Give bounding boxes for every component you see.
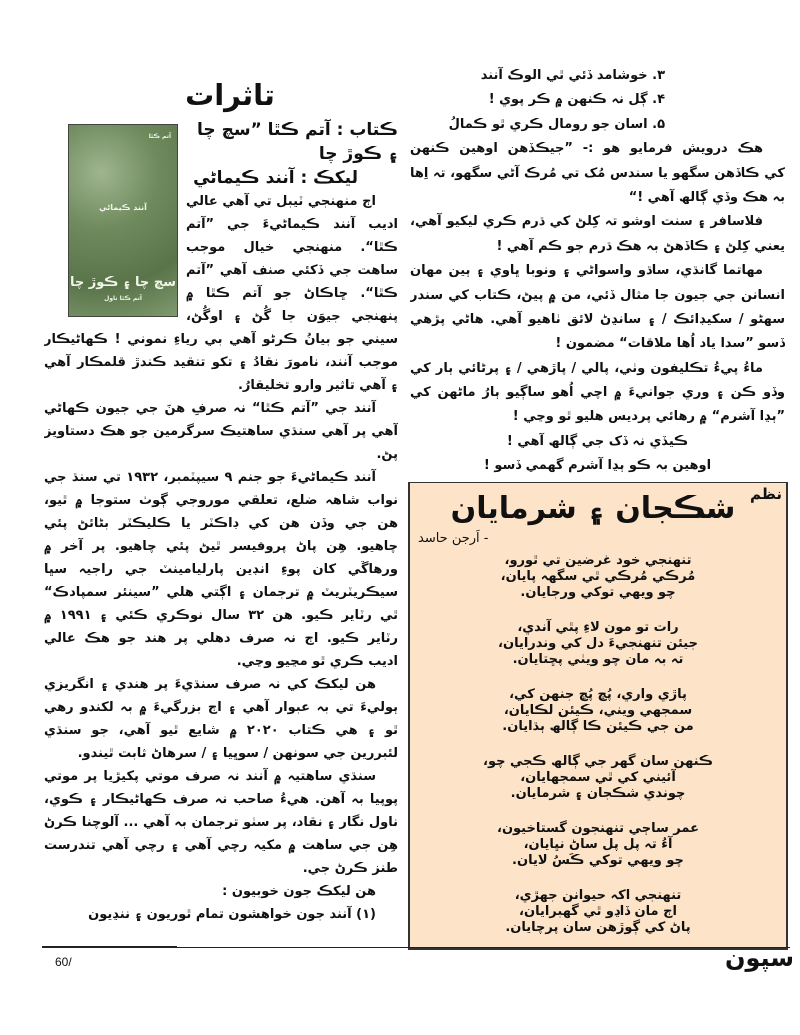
text-line: اڄ منهنجي ٽيبل تي آهي عالي <box>186 194 376 209</box>
poem-stanzas <box>420 553 776 955</box>
text-line: (۱) آنند جون خواهشون تمام ٿوريون ۽ ننڍيون <box>88 907 376 922</box>
magazine-name: سپون <box>725 944 794 972</box>
poem-label: نظم <box>749 485 782 503</box>
text-line: هن ليکڪ جون خوبيون : <box>222 884 376 899</box>
text-line: ڏسو ”سدا ياد اُها ملاقات“ مضمون ! <box>555 336 785 352</box>
text-line: سهڻو / سکيڊائڪ / ۽ سانڍڻ لائق ٺاهيو آهي. هاڻي پڙهي <box>410 311 785 327</box>
text-line: بہ هڪ وڏي ڳالھ آهي !“ <box>628 189 785 205</box>
book-cover-image <box>68 124 178 317</box>
cover-title: سچ چا ۽ ڪوڙ چا <box>70 275 176 290</box>
text-line: آنند جي ”آتم ڪٿا“ نہ صرفِ هنَ جي جيون ڪهاڻي <box>44 401 376 416</box>
text-line: لئبررين جي سونهن / سوڀيا ۽ / سرهاڻ ثابت ٿيندو. <box>77 746 398 761</box>
text-line: ڪٿا“. ڇاڪاڻ جو آتم ڪٿا ۾ <box>186 286 398 301</box>
poem-line: پاڙي واري، پُڇ پُڇ جنهن کي، <box>509 687 687 702</box>
poem-stanza <box>420 888 776 936</box>
poem-line: اڄ مان ڏاڍو ٿي گهبرايان، <box>519 904 677 919</box>
text-line: هڪ درويش فرمايو هو :- ”جيڪڏهن اوهين ڪنهن <box>410 141 763 157</box>
text-line: هن ليکڪ کي نہ صرف سنڌيءَ پر هندي ۽ انگريزي <box>44 677 376 692</box>
numbered-item: ۴. ڳل نہ ڪنهن ۾ ڪر پوي ! <box>488 92 665 108</box>
cover-top-text: آتم ڪٿا <box>148 133 171 140</box>
text-line: موجب آنند، نامورَ نقادُ ۽ تکو تنقيد ڪندڙ قلمڪار آهي <box>44 355 398 370</box>
poem-stanza <box>420 687 776 735</box>
poem-line: من جي ڪيئن ڪا ڳالھ ٻڌايان. <box>502 719 694 734</box>
poem-line: تہ بہ مان چو ويٺي پڇتايان. <box>512 652 684 667</box>
text-line: سنڌي ساهتيہ ۾ آنند نہ صرف موتي پکيڙيا پر موتي <box>44 769 376 784</box>
text-line: هِن جي ساهت ۾ مکيہ رچي آهي ۽ رچي آهي تندرست <box>44 838 398 853</box>
poem-line: جيئن تنهنجيءَ دل کي وندرايان، <box>498 636 698 651</box>
text-line: ”ٻڍا آشرم“ ۾ رهائي پرديس هليو ٿو وڃي ! <box>512 409 785 425</box>
text-line: پنهنجي جيوَن جا گُڻ ۽ اوگُڻ، <box>186 309 398 324</box>
poem-line: ڪنهن سان گهر جي ڳالھ ڪجي چو، <box>483 754 713 769</box>
numbered-item: ۵. اسان جو رومال ڪري ٿو ڪمالُ <box>448 116 665 132</box>
book-info-line: ليکڪ : آنند ڪيماڻي <box>193 168 358 188</box>
text-line: سيني جو بيانُ ڪرڻو آهي بي رياءِ نموني ! ڪهاڻيڪار <box>44 332 398 347</box>
text-line: ساهت جي ڏکئي صنف آهي ”آتم <box>186 263 398 278</box>
book-info-line: ۽ ڪوڙ چا <box>318 144 398 164</box>
poem-line: آءُ تہ پل پل ساڻ نڀايان، <box>523 837 673 852</box>
text-line: وڏو ڪن ۽ وري جوانيءَ ۾ اچي اُهو ساڳيو ٻارُ ماڻهن کي <box>410 385 785 401</box>
text-line: آنند ڪيماڻيءَ جو جنم ۹ سيپٽمبر، ۱۹۳۲ تي سنڌ جي <box>44 470 376 485</box>
text-line: ٿو ۽ هي ڪتاب ۲۰۲۰ ۾ شايع ٿيو آهي، جو سنڌي <box>44 723 398 738</box>
text-line: انسانن جي جيون جا مثال ڏئي، من ۾ پيڻ، ڪتاب کي سندر <box>410 287 785 303</box>
poem-line: تنهنجي خود غرضين تي ٿورو، <box>504 553 692 568</box>
text-line: يعني کِلڻ ۽ ڪاڏهڻ بہ هڪ ڌرم جو ڪم آهي ! <box>496 238 785 254</box>
text-line: کي ڪاڏهن سگهو يا سندس مُک تي مُرڪ آڻي سگهو، تہ اِها <box>410 165 785 181</box>
poem-box <box>408 482 788 950</box>
text-line: رٽاير ڪيو. اڄ نہ صرف دهلي پر هند جو هڪ عالي <box>44 631 398 646</box>
poem-line: سمجهي ويني، ڪيئن لڪايان، <box>503 703 693 718</box>
article-left-column <box>44 118 398 926</box>
poem-line: چوندي شڪجان ۽ شرمايان. <box>510 786 686 801</box>
article-continued-column <box>410 64 785 479</box>
text-line: چاهيو. هِن پاڻ پروفيسر ٿيڻ پئي چاهيو. پر آخر ۾ <box>44 539 398 554</box>
text-line: آهي پر آهي سنڌي ساهتيڪ سرگرمين جو هڪ دستاويز <box>44 424 398 439</box>
text-line: اديب ڪري ٿو مڃيو وڃي. <box>236 654 398 669</box>
cover-subtitle: آتم ڪٿا ناول <box>104 295 142 302</box>
text-line: ناول نگار ۽ نقاد، پر سٺو ترجمان بہ آهي ... آلوچنا ڪرڻ <box>44 815 398 830</box>
poem-stanza <box>420 620 776 668</box>
text-line: فلاسافر ۽ سنت اوشو تہ کِلڻ کي ڌرم ڪري ليکيو آهي، <box>410 214 763 230</box>
footer-divider-accent <box>42 946 177 948</box>
text-line: پوپيا بہ آهن. هيءُ صاحب نہ صرف ڪهاڻيڪار ۽ ڪوي، <box>44 792 398 807</box>
poem-line: آئيني کي ٿي سمجهايان، <box>520 770 676 785</box>
text-line: ورهاڱي کان پوءِ انڊين پارليامينٽ جي راجيہ سڀا <box>44 562 398 577</box>
book-info-line: ڪتاب : آتم ڪٿا ”سچ چا <box>197 120 398 140</box>
text-line: هن جي وڏن هن کي ڊاڪٽر يا ڪليڪٽر بڻائڻ پئي <box>44 516 398 531</box>
text-line: طنز ڪرڻ جي. <box>302 861 398 876</box>
text-line: پڻ. <box>376 447 398 462</box>
poem-line: چو ويهي توکي ورجايان. <box>520 585 676 600</box>
text-line: ڪٿا“. منهنجي خيال موجب <box>186 240 398 255</box>
poem-stanza <box>420 754 776 802</box>
poem-line: رات تو مون لاءِ پٿي آندي، <box>517 620 679 635</box>
text-line: ماءُ پيءُ تڪليفون وٺي، پالي / پاڙهي / ۽ پرڻائي ٻار کي <box>410 360 763 376</box>
cover-author: آنند ڪيماڻي <box>99 203 147 212</box>
text-line: ۽ آهي تاثير وارو تخليقارُ. <box>237 378 398 393</box>
poem-author: - اَرجن حاسد <box>418 531 489 546</box>
poem-line: عمر ساڄي تنهنجون گستاخيون، <box>497 821 699 836</box>
poem-line: مُرڪي مُرڪي ٿي سگهہ پايان، <box>500 569 696 584</box>
text-line: اديب آنند ڪيماڻيءَ جي ”آتم <box>186 217 398 232</box>
text-line: ٿي رٽاير ڪيو. هن ۳۲ سال نوڪري ڪئي ۽ ۱۹۹۱ ۾ <box>44 608 398 623</box>
text-line: نواب شاهہ ضلع، تعلقي موروجي ڳوٺ ستوجا ۾ ٿيو، <box>44 493 398 508</box>
page-number: 60/ <box>55 955 72 969</box>
text-line: ٻوليءَ تي بہ عبوار آهي ۽ اڄ بزرگيءَ ۾ بہ لکندو رهي <box>44 700 398 715</box>
poem-line: چو ويهي توکي ڪَسُ لايان. <box>512 853 684 868</box>
text-line: مهاتما گانڌي، ساڌو واسواڻي ۽ ونوبا ڀاوي ۽ ٻين مهان <box>410 263 763 279</box>
poem-stanza <box>420 553 776 601</box>
poem-title: شڪجان ۽ شرمايان <box>450 491 736 526</box>
poem-stanza <box>420 821 776 869</box>
closing-line: ڪيڏي نہ ڏک جي ڳالھ آهي ! <box>506 433 689 449</box>
article-title: تاثرات <box>185 78 275 112</box>
text-line: سيڪريٽريٽ ۾ ترجمان ۽ اڳتي هلي ”سينئر سمپادڪ“ <box>44 585 398 600</box>
poem-line: پاڻ کي ڳوڙهن سان پرچايان. <box>505 920 691 935</box>
numbered-item: ۳. خوشامد ڏئي ٿي الوڪ آنند <box>480 68 665 83</box>
closing-line: اوهين بہ ڪو ٻڍا آشرم گهمي ڏسو ! <box>483 458 712 474</box>
poem-line: تنهنجي اکہ حيوانن جهڙي، <box>514 888 682 903</box>
